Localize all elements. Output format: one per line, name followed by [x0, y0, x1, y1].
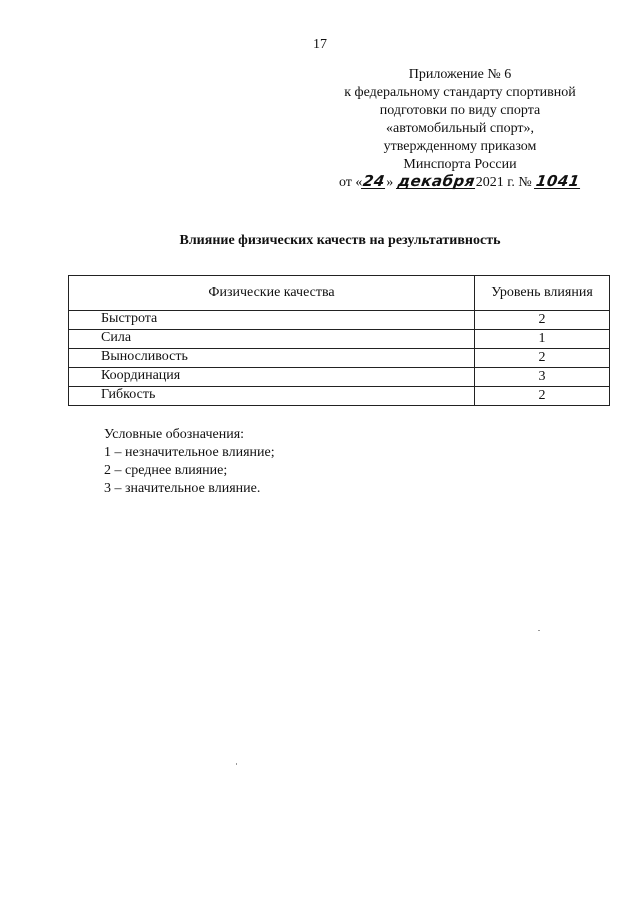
- order-line: [310, 174, 610, 192]
- order-month-handwritten: декабря: [396, 172, 477, 190]
- level-cell: 2: [475, 349, 610, 368]
- qualities-table: [68, 275, 610, 406]
- legend-item: 1 – незначительное влияние;: [104, 445, 275, 460]
- table-row: [69, 330, 610, 349]
- level-cell: 3: [475, 368, 610, 387]
- appendix-line: «автомобильный спорт»,: [385, 121, 535, 136]
- level-cell: 2: [475, 311, 610, 330]
- legend-heading: Условные обозначения:: [104, 427, 245, 442]
- table-row: [69, 368, 610, 387]
- quality-cell: Быстрота: [69, 311, 475, 330]
- table-row: [69, 387, 610, 406]
- quality-cell: Координация: [69, 368, 475, 387]
- legend-item: 2 – среднее влияние;: [104, 463, 228, 478]
- column-header-level: Уровень влияния: [475, 276, 610, 311]
- quality-cell: Гибкость: [69, 387, 475, 406]
- scan-speck: [236, 763, 237, 765]
- level-cell: 2: [475, 387, 610, 406]
- appendix-line: Минспорта России: [403, 157, 517, 172]
- appendix-line: утвержденному приказом: [383, 139, 537, 154]
- appendix-line: к федеральному стандарту спортивной: [344, 85, 576, 100]
- order-year: 2021 г. №: [475, 175, 532, 190]
- legend-item: 3 – значительное влияние.: [104, 481, 261, 496]
- appendix-line: подготовки по виду спорта: [379, 103, 541, 118]
- document-title: Влияние физических качеств на результативность: [179, 233, 501, 248]
- order-number-handwritten: 1041: [535, 172, 582, 190]
- appendix-header: [310, 66, 610, 192]
- quality-cell: Сила: [69, 330, 475, 349]
- legend: [104, 426, 275, 498]
- scan-speck: [538, 630, 540, 631]
- order-prefix: от «: [338, 175, 363, 190]
- table-header-row: [69, 276, 610, 311]
- order-mid: »: [386, 175, 394, 190]
- column-header-quality: Физические качества: [69, 276, 475, 311]
- appendix-line: Приложение № 6: [408, 67, 512, 82]
- table-row: [69, 311, 610, 330]
- level-cell: 1: [475, 330, 610, 349]
- page-number: 17: [313, 37, 327, 52]
- order-day-handwritten: 24: [362, 172, 387, 190]
- table-row: [69, 349, 610, 368]
- quality-cell: Выносливость: [69, 349, 475, 368]
